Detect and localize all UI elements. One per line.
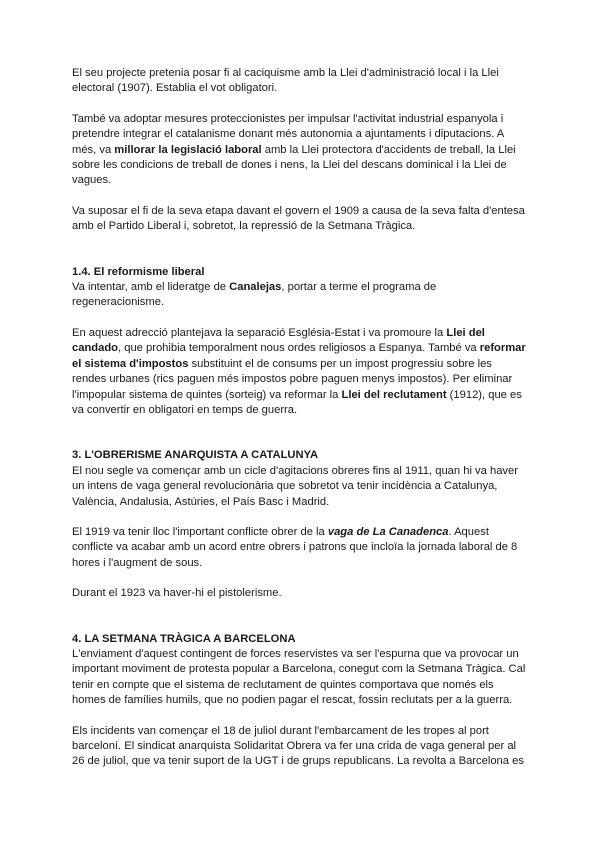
bold-labor-legislation: millorar la legislació laboral (114, 143, 262, 156)
paragraph-canadenca-strike: El 1919 va tenir lloc l'important conflicte obrer de la vaga de La Canadenca. Aquest conflicte va acabar amb un acord entre obrers i patrons que incloïa la jornada laboral de 8 hores i l'augment de sous. (72, 525, 518, 569)
paragraph-protectionism: També va adoptar mesures proteccionistes per impulsar l'activitat industrial espanyola i pretendre integrar el catalanisme donant més autonomia a ajuntaments i diputacions. A més, va millorar la legislació laboral amb la Llei protectora d'accidents de treball, la Llei sobre les condicions de treball de dones i nens, la Llei del descans dominical i la Llei de vagues. (72, 112, 516, 187)
paragraph-canalejas: Va intentar, amb el lideratge de Canalejas, portar a terme el programa de regeneracionisme. (72, 281, 437, 309)
paragraph-end-of-government: Va suposar el fi de la seva etapa davant el govern el 1909 a causa de la seva falta d'entesa amb el Partido Liberal i, sobretot, la repressió de la Setmana Tràgica. (72, 204, 525, 233)
paragraph-incidents: Els incidents van començar el 18 de juliol durant l'embarcament de les tropes al port barceloní. El sindicat anarquista Solidaritat Obrera va fer una crida de vaga general per al 26 de juliol, que va tenir suport de la UGT i de grups republicans. La revolta a Barcelona es (72, 724, 524, 768)
section-heading: 4. LA SETMANA TRÀGICA A BARCELONA (72, 632, 296, 645)
paragraph-reservists: L'enviament d'aquest contingent de forces reservistes va ser l'espurna que va provocar un important moviment de protesta popular a Barcelona, conegut com la Setmana Tràgica. Cal tenir en compte que el sistema de reclutament de quintes comportava que només els homes de famílies humils, que no podien pagar el rescat, fossin reclutats per a la guerra. (72, 647, 526, 707)
paragraph-pistolerisme: Durant el 1923 va haver-hi el pistolerisme. (72, 587, 282, 600)
section-tragic-week (72, 632, 528, 709)
section-anarchist-labor (72, 448, 528, 510)
section-heading: 3. L'OBRERISME ANARQUISTA A CATALUNYA (72, 449, 319, 462)
paragraph-labor-agitation: El nou segle va començar amb un cicle d'agitacions obreres fins al 1911, quan hi va haver un intens de vaga general revolucionària que sobretot va tenir incidència a Catalunya, València, Andalusia, Astúries, el País Basc i Madrid. (72, 464, 518, 508)
section-heading: 1.4. El reformisme liberal (72, 265, 205, 278)
section-liberal-reformism (72, 265, 528, 311)
document-page (72, 66, 528, 785)
paragraph-church-state: En aquest adrecció plantejava la separació Església-Estat i va promoure la Llei del candado, que prohibia temporalment nous ordes religiosos a Espanya. També va reformar el sistema d'impostos substituint el de consums per un impost progressiu sobre les rendes urbanes (rics paguen més impostos pobre paguen menys impostos). Per eliminar l'impopular sistema de quintes (sorteig) va reformar la Llei del reclutament (1912), que es va convertir en obligatori en temps de guerra. (72, 326, 526, 416)
paragraph-electoral-law: El seu projecte pretenia posar fi al caciquisme amb la Llei d'administració local i la Llei electoral (1907). Establia el vot obligatori. (72, 67, 499, 95)
